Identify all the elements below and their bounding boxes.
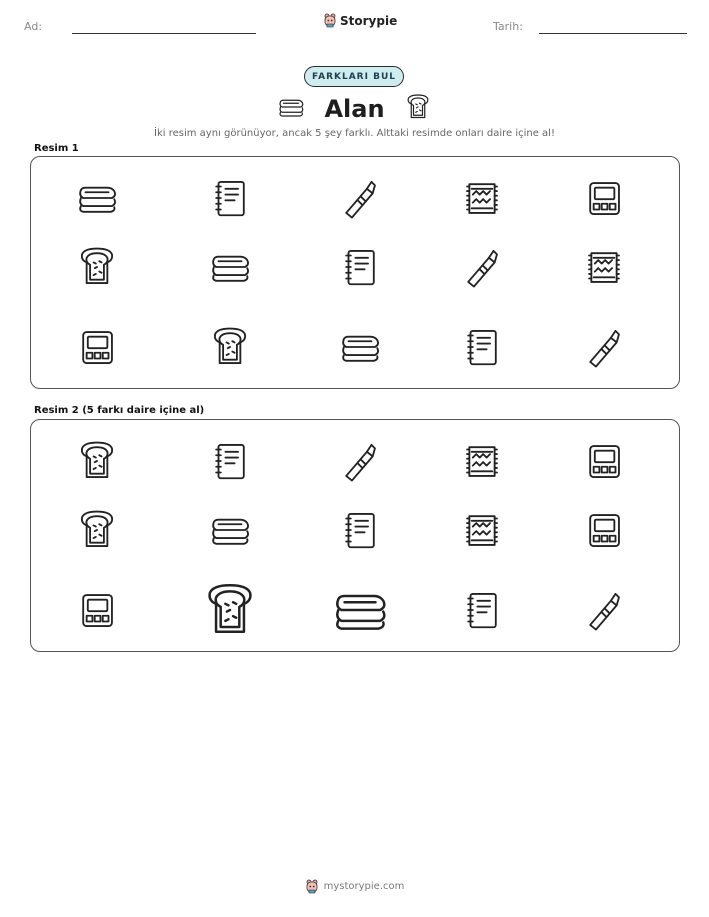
page-title: Alan — [324, 95, 385, 123]
notebook-icon — [207, 175, 253, 221]
blanket-picture[interactable] — [329, 579, 391, 641]
scale-icon — [581, 438, 627, 484]
crayon-picture — [337, 175, 383, 221]
blanket-icon — [337, 324, 383, 370]
notebook-picture[interactable] — [337, 507, 383, 553]
toast-icon — [74, 438, 120, 484]
toast-icon — [74, 507, 120, 553]
rug-icon — [459, 175, 505, 221]
activity-badge: FARKLARI BUL — [304, 66, 404, 87]
toast-picture[interactable] — [199, 579, 261, 641]
scale-picture[interactable] — [581, 507, 627, 553]
blanket-picture — [74, 175, 120, 221]
toast-picture — [74, 244, 120, 290]
scale-picture[interactable] — [581, 438, 627, 484]
picture1-label: Resim 1 — [34, 143, 79, 154]
rug-icon — [581, 244, 627, 290]
crayon-picture[interactable] — [581, 587, 627, 633]
notebook-picture — [337, 244, 383, 290]
notebook-icon — [337, 244, 383, 290]
notebook-picture[interactable] — [459, 587, 505, 633]
rug-picture — [459, 175, 505, 221]
crayon-picture[interactable] — [337, 438, 383, 484]
footer-site[interactable]: mystorypie.com — [323, 881, 405, 892]
notebook-icon — [207, 438, 253, 484]
picture1-panel — [30, 156, 680, 389]
title-icon-left — [276, 92, 306, 126]
name-line[interactable] — [72, 33, 256, 34]
date-line[interactable] — [539, 33, 687, 34]
title-row — [0, 92, 709, 126]
toast-picture[interactable] — [74, 438, 120, 484]
scale-picture[interactable] — [74, 587, 120, 633]
rug-picture[interactable] — [459, 438, 505, 484]
instructions: İki resim aynı görünüyor, ancak 5 şey farklı. Alttaki resimde onları daire içine al! — [154, 128, 555, 139]
picture2-label: Resim 2 (5 farkı daire içine al) — [34, 405, 205, 416]
scale-icon — [581, 175, 627, 221]
date-label: Tarih: — [493, 20, 523, 33]
mascot-icon — [305, 879, 319, 894]
scale-picture — [581, 175, 627, 221]
crayon-picture — [581, 324, 627, 370]
crayon-picture — [459, 244, 505, 290]
brand-logo — [323, 13, 397, 28]
blanket-icon — [329, 579, 391, 641]
crayon-icon — [581, 324, 627, 370]
blanket-icon — [207, 507, 253, 553]
notebook-picture — [207, 175, 253, 221]
footer — [0, 879, 709, 894]
rug-picture — [581, 244, 627, 290]
blanket-icon — [207, 244, 253, 290]
rug-icon — [459, 438, 505, 484]
toast-icon — [74, 244, 120, 290]
toast-picture — [207, 324, 253, 370]
blanket-icon — [276, 92, 306, 122]
crayon-icon — [337, 438, 383, 484]
rug-picture[interactable] — [459, 507, 505, 553]
notebook-picture — [459, 324, 505, 370]
crayon-icon — [337, 175, 383, 221]
scale-icon — [74, 324, 120, 370]
crayon-icon — [581, 587, 627, 633]
toast-picture[interactable] — [74, 507, 120, 553]
scale-icon — [74, 587, 120, 633]
blanket-picture[interactable] — [207, 507, 253, 553]
brand-name: Storypie — [340, 13, 398, 28]
title-icon-right — [403, 92, 433, 126]
notebook-picture[interactable] — [207, 438, 253, 484]
name-label: Ad: — [24, 20, 43, 33]
notebook-icon — [459, 324, 505, 370]
blanket-picture — [207, 244, 253, 290]
toast-icon — [403, 92, 433, 122]
rug-icon — [459, 507, 505, 553]
scale-picture — [74, 324, 120, 370]
toast-icon — [207, 324, 253, 370]
toast-icon — [199, 579, 261, 641]
blanket-icon — [74, 175, 120, 221]
notebook-icon — [459, 587, 505, 633]
picture2-panel[interactable] — [30, 419, 680, 652]
notebook-icon — [337, 507, 383, 553]
scale-icon — [581, 507, 627, 553]
mascot-icon — [323, 13, 337, 28]
crayon-icon — [459, 244, 505, 290]
blanket-picture — [337, 324, 383, 370]
